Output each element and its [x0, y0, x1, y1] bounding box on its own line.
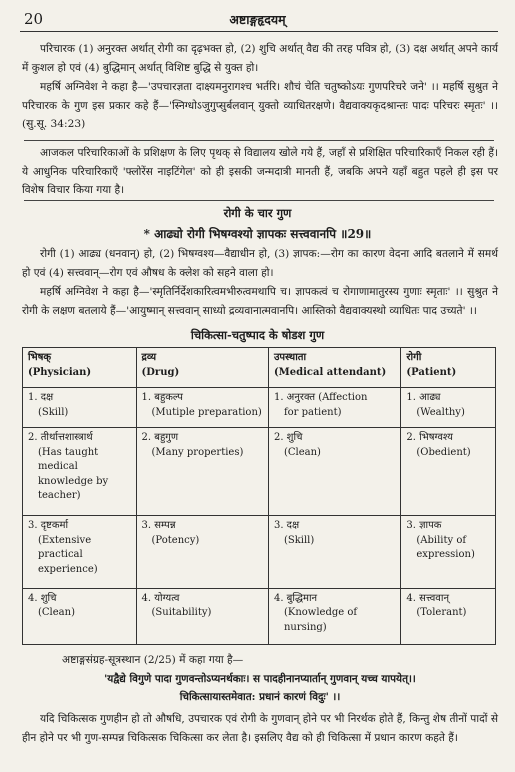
- header-drug: द्रव्य (Drug): [136, 348, 268, 388]
- table-row: [23, 388, 496, 428]
- table-row: [23, 588, 496, 644]
- quote-line-2: चिकित्सायास्तमेवात: प्रधानं कारणं विदुः' ।।: [179, 691, 341, 703]
- header-patient: रोगी (Patient): [401, 348, 496, 388]
- header-rule: [20, 31, 498, 32]
- table-cell: 1. आढ्य (Wealthy): [401, 388, 496, 428]
- table-row: [23, 516, 496, 588]
- paragraph-attendant-qualities: परिचारक (1) अनुरक्त अर्थात् रोगी का दृढ़भक्त हो, (2) शुचि अर्थात् वैद्य की तरह पवित्र हो, (3) दक्ष अर्थात् अपने कार्य में कुशल हो एवं (4) बुद्धिमान् अर्थात् विशिष्ट बुद्धि से युक्त हो।: [22, 43, 498, 74]
- verse-29: * आढ्यो रोगी भिषग्वश्यो ज्ञापकः सत्त्ववानपि ॥29॥: [143, 227, 372, 241]
- table-cell: 4. योग्यत्व (Suitability): [136, 588, 268, 644]
- table-cell: 3. दक्ष (Skill): [268, 516, 400, 588]
- paragraph-physician-primacy: यदि चिकित्सक गुणहीन हो तो औषधि, उपचारक एवं रोगी के गुणवान् होने पर भी निरर्थक होते हैं, किन्तु शेष तीनों पादों से हीन होने पर भी गुण-सम्पन्न चिकित्सक चिकित्सा कर लेता है। इसलिए वैद्य को ही चिकित्सा में प्रधान कारण कहते हैं।: [22, 713, 498, 744]
- table-header-row: [23, 348, 496, 388]
- paragraph-agnivesha-sushruta-attendant: महर्षि अग्निवेश ने कहा है—'उपचारज्ञता दाक्ष्यमनुरागश्च भर्तरि। शौचं चेति चतुष्कोऽयः गुणपरिचरे जने' ।। महर्षि सुश्रुत ने परिचारक के गुण इस प्रकार कहे हैं—'स्निग्धोऽजुगुप्सुर्बलवान् युक्तो व्याधितरक्षणे। वैद्यवाक्यकृदश्रान्तः पादः परिचरः स्मृतः' ।। (सु.सू. 34:23): [22, 81, 498, 130]
- table-cell: 4. सत्त्ववान् (Tolerant): [401, 588, 496, 644]
- table-cell: 2. भिषग्वश्य (Obedient): [401, 428, 496, 516]
- section-divider: [24, 200, 494, 201]
- table-cell: 4. शुचि (Clean): [23, 588, 137, 644]
- table-cell: 1. अनुरक्त (Affection for patient): [268, 388, 400, 428]
- paragraph-modern-nursing: आजकल परिचारिकाओं के प्रशिक्षण के लिए पृथक् से विद्यालय खोले गये हैं, जहाँ से प्रशिक्षित परिचारिकाएँ निकल रही हैं। ये आधुनिक परिचारिकाएँ 'फ्लोरेंस नाइटिंगेल' को ही इसकी जन्मदात्री मानती हैं, जबकि अपने यहाँ बहुत पहले ही इस पर विशेष विचार किया गया है।: [22, 147, 498, 196]
- table-title: चिकित्सा-चतुष्पाद के षोडश गुण: [190, 328, 325, 342]
- header-attendant: उपस्थाता (Medical attendant): [268, 348, 400, 388]
- running-title: अष्टाङ्गहृदयम्: [229, 12, 286, 27]
- sixteen-qualities-table: [22, 347, 496, 645]
- header-physician: भिषक् (Physician): [23, 348, 137, 388]
- table-cell: 1. बहुकल्प (Mutiple preparation): [136, 388, 268, 428]
- section-divider: [24, 140, 494, 141]
- page-number: 20: [24, 10, 44, 28]
- page-header: [0, 10, 515, 28]
- table-cell: 2. बहुगुण (Many properties): [136, 428, 268, 516]
- table-cell: 3. ज्ञापक (Ability of expression): [401, 516, 496, 588]
- table-cell: 3. सम्पन्न (Potency): [136, 516, 268, 588]
- paragraph-patient-qualities: रोगी (1) आढ्य (धनवान्) हो, (2) भिषग्वश्य—वैद्याधीन हो, (3) ज्ञापक:—रोग का कारण वेदना आदि बतलाने में समर्थ हो एवं (4) सत्त्ववान्—रोग एवं औषध के क्लेश को सहने वाला हो।: [22, 248, 498, 279]
- table-cell: 1. दक्ष (Skill): [23, 388, 137, 428]
- paragraph-agnivesha-sushruta-patient: महर्षि अग्निवेश ने कहा है—'स्मृतिर्निर्देशकारित्वमभीरुत्वमथापि च। ज्ञापकत्वं च रोगाणामातुरस्य गुणाः स्मृताः' ।। सुश्रुत ने रोगी के लक्षण बतलाये हैं—'आयुष्मान् सत्त्ववान् साध्यो द्रव्यवानात्मवानपि। आस्तिको वैद्यवाक्यस्थो व्याधितः पाद उच्यते' ।।: [22, 286, 498, 317]
- table-cell: 2. शुचि (Clean): [268, 428, 400, 516]
- table-cell: 4. बुद्धिमान (Knowledge of nursing): [268, 588, 400, 644]
- quote-line-1: 'यद्वैद्ये विगुणे पादा गुणवन्तोऽप्यनर्थकाः। स पादहीनानप्यार्तान् गुणवान् यच्च यापयेत्।।: [104, 673, 416, 685]
- table-cell: 3. दृष्टकर्मा (Extensive practical experience): [23, 516, 137, 588]
- reference-line: अष्टाङ्गसंग्रह-सूत्रस्थान (2/25) में कहा गया है—: [62, 654, 244, 666]
- table-cell: 2. तीर्थात्तशास्त्रार्थ (Has taught medical knowledge by teacher): [23, 428, 137, 516]
- heading-patient-qualities: रोगी के चार गुण: [223, 206, 292, 220]
- table-row: [23, 428, 496, 516]
